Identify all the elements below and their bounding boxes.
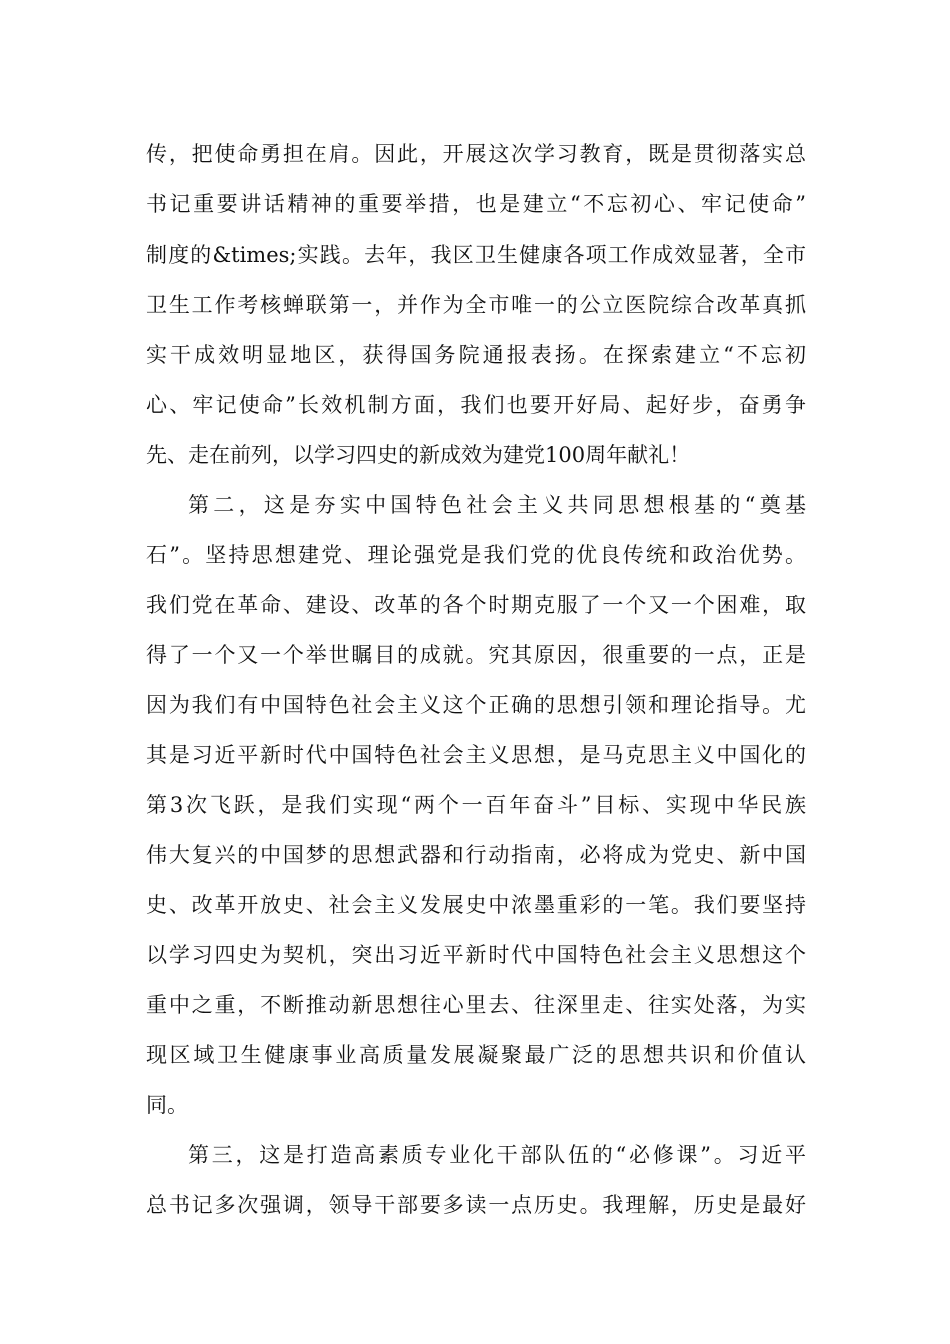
text-line: 实干成效明显地区，获得国务院通报表扬。在探索建立“不忘初 bbox=[146, 343, 806, 367]
text-line: 传，把使命勇担在肩。因此，开展这次学习教育，既是贯彻落实总 bbox=[146, 142, 806, 166]
paragraph-heading-line: 第三，这是打造高素质专业化干部队伍的“必修课”。习近平 bbox=[188, 1143, 806, 1167]
text-line: 总书记多次强调，领导干部要多读一点历史。我理解，历史是最好 bbox=[146, 1193, 806, 1217]
text-line: 同。 bbox=[146, 1093, 188, 1117]
text-line: 重中之重，不断推动新思想往心里去、往深里走、往实处落，为实 bbox=[146, 993, 806, 1017]
paragraph-heading-line: 第二，这是夯实中国特色社会主义共同思想根基的“奠基 bbox=[188, 493, 806, 517]
text-line: 第3次飞跃，是我们实现“两个一百年奋斗”目标、实现中华民族 bbox=[146, 793, 806, 817]
text-line: 制度的&times;实践。去年，我区卫生健康各项工作成效显著，全市 bbox=[146, 243, 806, 267]
text-line: 书记重要讲话精神的重要举措，也是建立“不忘初心、牢记使命” bbox=[146, 192, 806, 216]
text-line: 得了一个又一个举世瞩目的成就。究其原因，很重要的一点，正是 bbox=[146, 643, 806, 667]
text-line: 因为我们有中国特色社会主义这个正确的思想引领和理论指导。尤 bbox=[146, 693, 806, 717]
text-line: 心、牢记使命”长效机制方面，我们也要开好局、起好步，奋勇争 bbox=[146, 393, 806, 417]
text-line: 卫生工作考核蝉联第一，并作为全市唯一的公立医院综合改革真抓 bbox=[146, 293, 806, 317]
text-line: 伟大复兴的中国梦的思想武器和行动指南，必将成为党史、新中国 bbox=[146, 843, 806, 867]
text-line: 现区域卫生健康事业高质量发展凝聚最广泛的思想共识和价值认 bbox=[146, 1043, 806, 1067]
text-line: 石”。坚持思想建党、理论强党是我们党的优良传统和政治优势。 bbox=[146, 543, 806, 567]
text-line: 以学习四史为契机，突出习近平新时代中国特色社会主义思想这个 bbox=[146, 943, 806, 967]
text-line: 先、走在前列，以学习四史的新成效为建党100周年献礼！ bbox=[146, 443, 691, 467]
text-line: 其是习近平新时代中国特色社会主义思想，是马克思主义中国化的 bbox=[146, 743, 806, 767]
text-line: 史、改革开放史、社会主义发展史中浓墨重彩的一笔。我们要坚持 bbox=[146, 893, 806, 917]
text-line: 我们党在革命、建设、改革的各个时期克服了一个又一个困难，取 bbox=[146, 593, 806, 617]
